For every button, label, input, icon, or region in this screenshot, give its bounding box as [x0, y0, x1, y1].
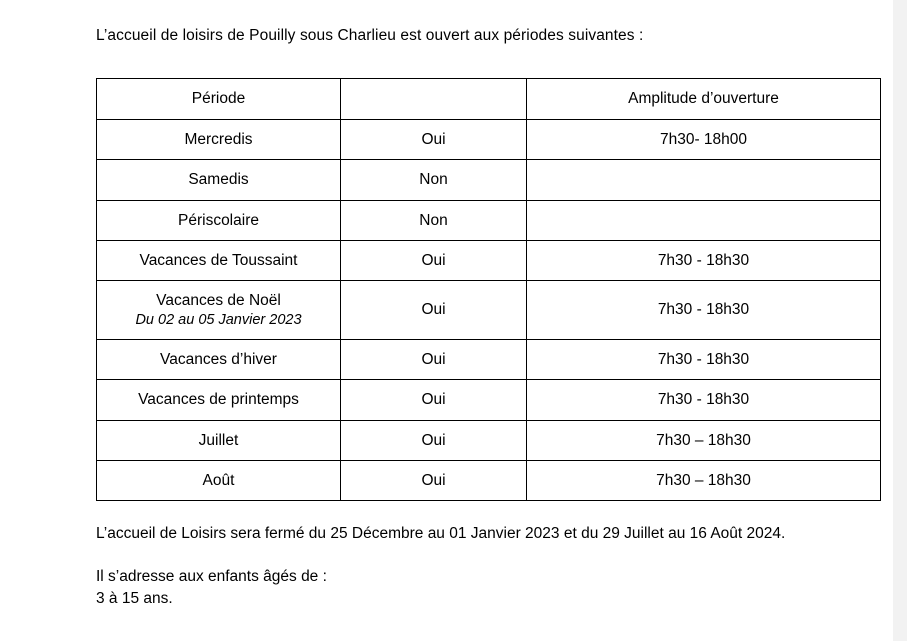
- table-row: [97, 281, 881, 340]
- cell-period: Vacances de Toussaint: [97, 240, 341, 280]
- table-row: [97, 119, 881, 159]
- cell-open: Oui: [341, 281, 527, 340]
- cell-open: Non: [341, 160, 527, 200]
- table-row: [97, 380, 881, 420]
- cell-range: 7h30 - 18h30: [527, 380, 881, 420]
- cell-open: Oui: [341, 339, 527, 379]
- cell-period: Vacances de printemps: [97, 380, 341, 420]
- table-row: [97, 160, 881, 200]
- cell-period: Vacances d’hiver: [97, 339, 341, 379]
- table-row: [97, 240, 881, 280]
- cell-range: 7h30 – 18h30: [527, 460, 881, 500]
- header-period: Période: [97, 79, 341, 119]
- page-right-margin: [893, 0, 907, 641]
- cell-open: Oui: [341, 240, 527, 280]
- cell-period: Périscolaire: [97, 200, 341, 240]
- table-row: [97, 200, 881, 240]
- cell-open: Oui: [341, 119, 527, 159]
- header-open: [341, 79, 527, 119]
- audience-line-1: Il s’adresse aux enfants âgés de :: [96, 567, 327, 585]
- audience-line-2: 3 à 15 ans.: [96, 590, 173, 608]
- cell-period-main: Vacances de Noël: [156, 292, 281, 310]
- audience-paragraph: [96, 566, 856, 611]
- table-header-row: [97, 79, 881, 119]
- cell-open: Oui: [341, 460, 527, 500]
- cell-open: Oui: [341, 380, 527, 420]
- cell-range: 7h30- 18h00: [527, 119, 881, 159]
- table-row: [97, 460, 881, 500]
- cell-range: [527, 160, 881, 200]
- cell-open: Oui: [341, 420, 527, 460]
- cell-period: Août: [97, 460, 341, 500]
- closure-paragraph: L’accueil de Loisirs sera fermé du 25 Décembre au 01 Janvier 2023 et du 29 Juillet au 16 Août 2024.: [96, 525, 786, 543]
- cell-period: Mercredis: [97, 119, 341, 159]
- cell-range: 7h30 - 18h30: [527, 281, 881, 340]
- schedule-table: [96, 78, 881, 501]
- cell-range: [527, 200, 881, 240]
- intro-paragraph: L’accueil de loisirs de Pouilly sous Charlieu est ouvert aux périodes suivantes :: [96, 26, 644, 44]
- document-content: [96, 0, 856, 626]
- cell-period: Samedis: [97, 160, 341, 200]
- cell-range: 7h30 - 18h30: [527, 339, 881, 379]
- cell-range: 7h30 - 18h30: [527, 240, 881, 280]
- header-amplitude: Amplitude d’ouverture: [527, 79, 881, 119]
- table-row: [97, 339, 881, 379]
- cell-range: 7h30 – 18h30: [527, 420, 881, 460]
- cell-open: Non: [341, 200, 527, 240]
- table-row: [97, 420, 881, 460]
- cell-period: [97, 281, 341, 340]
- cell-period: Juillet: [97, 420, 341, 460]
- cell-period-note: Du 02 au 05 Janvier 2023: [135, 311, 302, 328]
